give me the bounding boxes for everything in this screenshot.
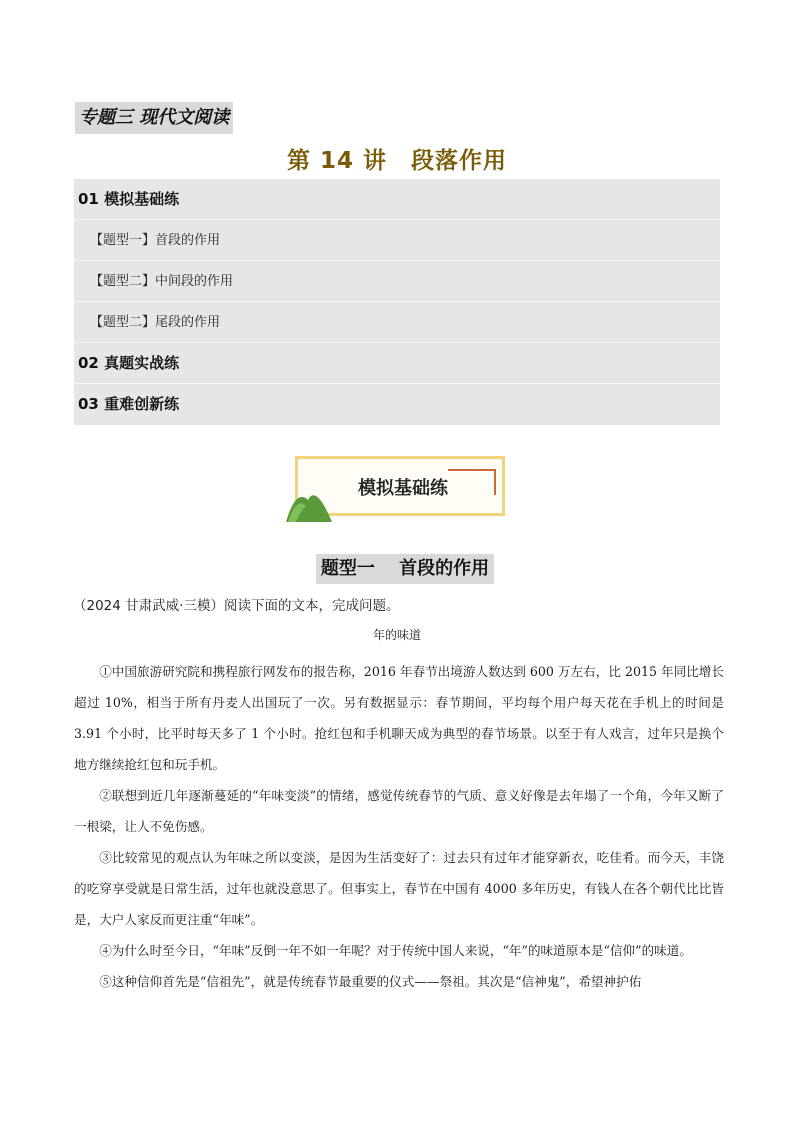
article-paragraph-4: ④为什么时至今日，“年味”反倒一年不如一年呢？对于传统中国人来说，“年”的味道原本是“信仰”的味道。 xyxy=(99,943,692,958)
article-body xyxy=(74,656,724,997)
article-title: 年的味道 xyxy=(372,628,421,642)
toc-item-basic-practice[interactable]: 01 模拟基础练 xyxy=(74,179,720,220)
article-paragraph-1: ①中国旅游研究院和携程旅行网发布的报告称，2016 年春节出境游人数达到 600 万左右，比 2015 年同比增长超过 10%，相当于所有丹麦人出国玩了一次。另有数据显示：春节期间，平均每个用户每天花在手机上的时间是 3.91 个小时，比平时每天多了 1 个小时。抢红包和手机聊天成为典型的春节场景。以至于有人戏言，过年只是换个地方继续抢红包和玩手机。 xyxy=(74,664,724,772)
hills-icon xyxy=(286,482,336,524)
toc-item-type-2[interactable]: 【题型二】中间段的作用 xyxy=(74,261,720,302)
type-heading: 题型一 首段的作用 xyxy=(316,554,494,584)
toc-item-type-3[interactable]: 【题型二】尾段的作用 xyxy=(74,302,720,343)
toc-item-innovation[interactable]: 03 重难创新练 xyxy=(78,395,180,413)
table-of-contents xyxy=(74,179,720,425)
question-source: （2024 甘肃武威·三模）阅读下面的文本，完成问题。 xyxy=(73,598,400,614)
banner-accent-line-vertical xyxy=(494,469,496,495)
lecture-title: 第 14 讲 段落作用 xyxy=(286,148,508,174)
article-paragraph-2: ②联想到近几年逐渐蔓延的“年味变淡”的情绪，感觉传统春节的气质、意义好像是去年塌了一个角，今年又断了一根梁，让人不免伤感。 xyxy=(74,788,724,834)
section-banner xyxy=(286,454,508,524)
banner-label: 模拟基础练 xyxy=(358,478,448,499)
article-paragraph-5: ⑤这种信仰首先是“信祖先”，就是传统春节最重要的仪式——祭祖。其次是“信神鬼”，希望神护佑 xyxy=(99,974,642,989)
banner-accent-line xyxy=(448,469,494,471)
article-paragraph-3: ③比较常见的观点认为年味之所以变淡，是因为生活变好了：过去只有过年才能穿新衣，吃佳肴。而今天，丰饶的吃穿享受就是日常生活，过年也就没意思了。但事实上，春节在中国有 4000 多年历史，有钱人在各个朝代比比皆是，大户人家反而更注重“年味”。 xyxy=(74,850,724,927)
toc-item-real-exam[interactable]: 02 真题实战练 xyxy=(74,343,720,384)
toc-item-type-1[interactable]: 【题型一】首段的作用 xyxy=(74,220,720,261)
topic-tag: 专题三 现代文阅读 xyxy=(75,102,233,134)
